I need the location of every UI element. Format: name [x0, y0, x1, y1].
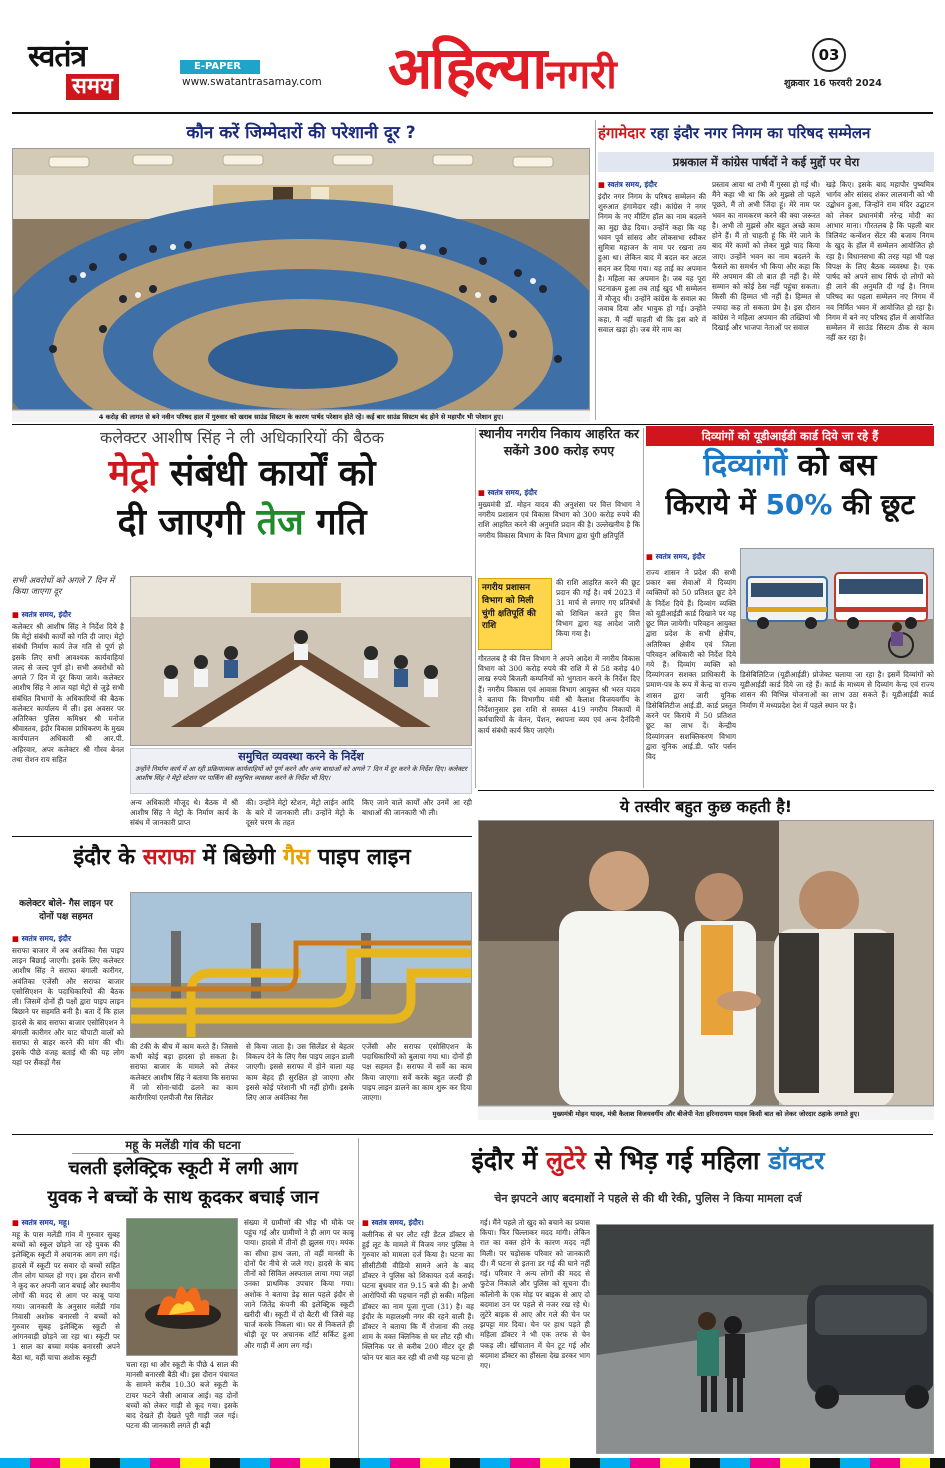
print-registration-bar — [0, 1458, 945, 1468]
headline-part: इंदौर के — [73, 845, 136, 870]
logo-top-text: स्वतंत्र — [28, 39, 87, 74]
edition-title — [388, 30, 758, 106]
headline-part-a: दी जाएगी — [117, 502, 245, 543]
headline-part-robber: लुटेरे — [546, 1146, 586, 1175]
article-text: क्लीनिक से घर लौट रही डेंटल डॉक्टर से हुई लूट के मामले में विजय नगर पुलिस ने गुरुवार को मामला दर्ज किया है। घटना का सीसीटीवी वीडियो सामने आने के बाद डॉक्टर ने पुलिस को शिकायत दर्ज कराई। घटना बुधवार रात 9.15 बजे की है। अभी आरोपियों की पहचान नहीं हो सकी। महिला डॉक्टर का नाम पूजा गुप्ता (31) है। वह इंदौर के महालक्ष्मी नगर की रहने वाली हैं। डॉक्टर ने बताया कि मैं रोजाना की तरह शाम के वक्त क्लिनिक से घर लौट रही थी। क्लिनिक पर से करीब 200 मीटर दूर ही फोन पर बात कर रही थी तभी यह घटना हो — [362, 1230, 474, 1362]
octroi-rest-text: गौरतलब है की वित्त विभाग ने अपने आदेश में नगरीय विकास विभाग को 300 करोड़ रुपये की राशि में से 58 करोड़ 40 लाख रुपये बिजली कम्पनियों को भुगतान करने के निर्देश दिए हैं। नगरीय विकास एवं आवास विभाग आयुक्त श्री भरत यादव ने बताया कि विभागीय मंत्री श्री कैलाश विजयवर्गीय के निर्देशानुसार इस राशि से समस्त 419 नगरीय निकायों में कर्मचारियों के वेतन, पेंशन, स्थापना व्यय एवं अन्य दैनंदिनी कार्य संबंधी कार्य किए जाएंगे। — [478, 654, 640, 735]
divyang-story — [646, 426, 934, 788]
edition-title-suffix: नगरी — [545, 52, 617, 98]
row-divider — [478, 790, 934, 791]
gas-col-1 — [12, 934, 124, 1130]
octroi-highlight: नगरीय प्रशासन विभाग को मिली चुंगी क्षतिपूर्ति की राशि — [478, 578, 552, 650]
doctor-headline — [362, 1136, 934, 1186]
byline: ■ स्वतंत्र समय, महू। — [12, 1218, 120, 1228]
pipeline-image — [131, 893, 472, 1038]
headline-part-c: गति — [316, 502, 367, 543]
bus-photo[interactable] — [740, 548, 934, 664]
council-photo-story — [12, 118, 590, 422]
gas-pipeline-subhead: कलेक्टर बोले- गैस लाइन पर दोनों पक्ष सहमत — [19, 899, 113, 922]
divyang-banner: दिव्यांगों को यूडीआईडी कार्ड दिये जा रहे हैं — [646, 426, 934, 446]
scooter-headline-1: चलती इलेक्ट्रिक स्कूटी में लगी आग — [68, 1158, 298, 1179]
headline-part: से भिड़ गई महिला — [594, 1146, 760, 1175]
photo-story-heading: ये तस्वीर बहुत कुछ कहती है! — [619, 797, 793, 816]
meeting-image — [131, 577, 472, 746]
column-divider — [595, 120, 596, 420]
headline-kicker: हंगामेदार — [598, 124, 646, 142]
logo-bottom-text: समय — [66, 74, 119, 100]
newspaper-logo[interactable] — [28, 40, 146, 106]
metro-story — [12, 426, 472, 834]
council-photo-caption: 4 करोड़ की लागत से बने नवीन परिषद हाल में गुरुवार को खराब साउंड सिस्टम के कारण पार्षद परेशान होते रहे। कई बार साउंड सिस्टम बंद होने से महापौर भी परेशान हुए। — [12, 410, 590, 422]
page-number: 03 — [812, 38, 846, 72]
instructions-box-text: उन्होंने निर्माण कार्य में आ रही प्रक्रियात्मक कार्यवाहियों को पूर्ण करने और अन्य बाधाओं को अगले 7 दिन में दूर करने के निर्देश दिए। कलेक्टर आशीष सिंह ने मेट्रो स्टेशन पर पार्किंग की समुचित व्यवस्था करने के निर्देश भी दिए। — [135, 765, 467, 783]
divyang-word: दिव्यांगों — [703, 448, 788, 483]
scooter-col-1 — [12, 1218, 120, 1458]
byline: ■ स्वतंत्र समय, इंदौर — [12, 934, 124, 944]
article-text: कलेक्टर श्री आशीष सिंह ने निर्देश दिये है कि मेट्रो संबंधी कार्यों को गति दी जाए। मेट्रो संबंधी निर्माण कार्य तेज गति से पूर्ण हो इसके लिए सभी आवश्यक कार्यवाहियां जल्द से जल्द पूर्ण हो। सभी अवरोधों को अगले 7 दिन में दूर किया जाये। कलेक्टर आशीष सिंह ने आज यहां मेट्रो से जुड़े सभी संबंधित विभागों के अधिकारियों की बैठक कलेक्टर कार्यालय में ली। इस अवसर पर अतिरिक्त पुलिस कमिश्नर श्री मनोज श्रीवास्तव, इंदौर विकास प्राधिकरण के मुख्य कार्यपालन अधिकारी श्री आर.पी. अहिरवार, अपर कलेक्टर श्री गौरव बेनल तथा रोशन राय सहित — [12, 622, 124, 764]
divyang-col-2: डिसेबिलिटिज (यूडीआईडी) प्रोजेक्ट चलाया जा रहा है। इसमें दिव्यांगों को यूडीआईडी कार्ड दिये जा रहे हैं। कार्ड के माध्यम से दिव्यांग केन्द्र एवं राज्य शासन की विभिन्न योजनाओं का लाभ उठा सकते हैं। यूडीआईडी कार्ड निर्माण में मध्यप्रदेश देश में पहले स्थान पर है। — [740, 670, 934, 710]
gas-pipeline-headline — [12, 840, 472, 876]
column-divider — [475, 428, 476, 788]
metro-headline-rest: संबंधी कार्यों को — [169, 453, 376, 494]
row-divider — [12, 836, 472, 837]
metro-col-4: किए जाने वाले कार्यों और उनमें आ रही बाधाओं की जानकारी भी ली। — [362, 798, 472, 818]
metro-kicker: कलेक्टर आशीष सिंह ने ली अधिकारियों की बैठक — [100, 428, 384, 447]
cctv-photo[interactable] — [596, 1224, 934, 1454]
gas-pipeline-story — [12, 840, 472, 1130]
council-photo-heading: कौन करें जिम्मेदारों की परेशानी दूर ? — [186, 123, 416, 143]
divyang-headline-line2 — [646, 486, 934, 524]
masthead-divider — [12, 112, 933, 114]
byline: ■ स्वतंत्र समय, इंदौर — [646, 552, 746, 562]
leaders-photo[interactable] — [478, 820, 934, 1106]
metro-col-1 — [12, 610, 124, 834]
gas-col-3: से किया जाता है। उस सिलेंडर से बेहतर विकल्प देने के लिए गैस पाइप लाइन डाली जाएगी। इससे सराफा में होने वाला यह काम बेहद ही सुरक्षित हो जाएगा और इससे कोई परेशानी भी नहीं होगी। इसके लिए आज अवंतिका गैस — [246, 1042, 354, 1103]
leaders-laughing-image — [479, 821, 934, 1106]
gas-pipeline-photo[interactable] — [130, 892, 472, 1038]
fire-image — [127, 1219, 238, 1356]
metro-col-3: की। उन्होंने मेट्रो स्टेशन, मेट्रो लाईन आदि के बारे में जानकारी ली। उन्होंने मेट्रो के दूसरे चरण के तहत — [246, 798, 354, 828]
scooter-headline-2: युवक ने बच्चों के साथ कूदकर बचाई जान — [47, 1187, 319, 1208]
discount-percent: 50% — [765, 488, 833, 521]
gas-col-4: एजेंसी और सराफा एसोसिएशन के पदाधिकारियों को बुलाया गया था। दोनों ही पक्ष सहमत हैं। सराफा में सर्वे का काम किया जाएगा। सर्वे करके बहुत जल्दी ही पाइप लाइन डालने का काम शुरू कर दिया जाएगा। — [362, 1042, 472, 1103]
headline-part-doctor: डॉक्टर — [768, 1146, 825, 1175]
council-hall-image — [13, 149, 590, 410]
leaders-photo-caption: मुख्यमंत्री मोहन यादव, मंत्री कैलाश विजयवर्गीय और बीजेपी नेता हरिनारायण यादव किसी बात को लेकर जोरदार ठहाके लगाते हुए। — [478, 1106, 934, 1120]
byline: ■ स्वतंत्र समय, इंदौर — [12, 610, 124, 620]
masthead — [0, 0, 945, 118]
photo-story — [478, 794, 934, 1122]
scooter-col-3: संख्या में ग्रामीणों की भीड़ भी मौके पर पहुंच गई और ग्रामीणों ने ही आग पर काबू पाया। हादसे में तीनों ही झुलस गए। मयंक का सीधा हाथ जला, तो वहीं मानसी के दोनों पैर नीचे से जले गए। हादसे के बाद तीनों को सिविल अस्पताल लाया गया जहां उनका प्राथमिक उपचार किया गया। अशोक ने बताया डेढ़ साल पहले इंदौर से जाने जितेंद्र कंपनी की इलेक्ट्रिक स्कूटी खरीदी थी। स्कूटी में दो बैटरी थी जिसे वह चार्ज करके निकला था। घर से निकलते ही थोड़ी दूर पर अचानक शॉर्ट सर्किट हुआ और गाड़ी में आग लग गई। — [244, 1218, 354, 1350]
divyang-headline-line1 — [646, 446, 934, 486]
council-col-1 — [598, 180, 706, 426]
metro-col-2: अन्य अधिकारी मौजूद थे। बैठक में श्री आशीष सिंह ने मेट्रो के निर्माण कार्य के संबंध में जानकारी प्राप्त — [130, 798, 238, 828]
metro-sidenote: सभी अवरोधों को अगले 7 दिन में किया जाएगा दूर — [12, 576, 115, 598]
divyang-col-1: राज्य शासन ने प्रदेश की सभी प्रकार बस सेवाओं में दिव्यांग व्यक्तियों को 50 प्रतिशत छूट देने के निर्देश दिये हैं। दिव्यांग व्यक्ति को यूडीआईडी कार्ड दिखाने पर यह छूट मिल जायेगी। परिवहन आयुक्त द्वारा प्रदेश के सभी क्षेत्रीय, अतिरिक्त क्षेत्रीय एवं जिला परिवहन अधिकारी को निर्देश दिये गये हैं। दिव्यांग व्यक्ति को दिव्यांगजन सशक्त प्राधिकारी के प्रमाण-पत्र के रूप में केन्द्र या राज्य शासन द्वारा जारी यूनिक डिसेबिलिटीज आई.डी. कार्ड प्रस्तुत करने पर किराये में 50 प्रतिशत छूट का लाभ दें। केन्द्रीय दिव्यांगजन सशक्तिकरण विभाग द्वारा यूनिक आई.डी. फॉर पर्सन विद — [646, 568, 736, 761]
byline: ■ स्वतंत्र समय, इंदौर — [478, 488, 640, 498]
metro-word: मेट्रो — [108, 453, 158, 494]
council-col-3: खड़े किए। इसके बाद महापौर पुष्यमित्र भार्गव और सांसद शंकर लालवानी को भी उद्बोधन हुआ, जिन्होंने राम मंदिर उद्घाटन को लेकर प्रधानमंत्री नरेन्द्र मोदी का आभार माना। गौरतलब है कि पहली बार त्रिलियंट कन्वेंशन सेंटर की बजाय निगम के खुद के हॉल में सम्मेलन आयोजित हो रहा है। विधानसभा की तरह यहां भी पक्ष विपक्ष के लिए बैठक व्यवस्था है। एक पार्षद को अपने साथ सिर्फ दो लोगों को ही लाने की अनुमति दी गई है। निगम परिषद का पहला सम्मेलन नए निगम में नव निर्मित भवन में आयोजित हो रहा है। निगम में बने नए परिषद हॉल में आयोजित सम्मेलन में साउंड सिस्टम ठीक से काम नहीं कर रहा है। — [826, 180, 934, 343]
instructions-box — [130, 748, 472, 794]
octroi-lead: मुख्यमंत्री डॉ. मोहन यादव की अनुशंसा पर वित्त विभाग ने नगरीय प्रशासन एवं विकास विभाग को 300 करोड़ रुपये की राशि आहरित करने की अनुमति प्रदान की है। उल्लेखनीय है कि नगरीय विकास विभाग के वित्त विभाग द्वारा चुंगी क्षतिपूर्ति — [478, 500, 640, 540]
scooter-fire-story — [12, 1136, 354, 1458]
metro-headline-line2 — [12, 498, 472, 548]
doctor-col-2: गई। मैंने पहले तो खुद को बचाने का प्रयास किया। फिर चिल्लाकर मदद मांगी। लेकिन रात का वक्त होने के कारण मदद नहीं मिली। पर चड़ोसक परिवार को जानकारी दी। मैं घटना से इतना डर गई की घाने नहीं गई। परिवार ने अन्य लोगों की मदद से फुटेज निकाले और पुलिस को सूचना दी। कॉलोनी के एक मोड़ पर बाइक से आए दो बदमाश उन पर पहले से नजर रख रहे थे। लुटेरे बाइक से आए और गले की चेन पर झपट्टा मार दिया। चेन पर हाथ पड़ते ही महिला डॉक्टर ने भी एक तरफ से चेन पकड़ ली। खींचातान में चेन टूट गई और बदमाश डॉक्टर का हौंसला देख डरकर भाग गए। — [480, 1218, 590, 1371]
byline: ■ स्वतंत्र समय, इंदौर — [598, 180, 706, 190]
headline-part-sarafa: सराफा — [142, 845, 195, 870]
article-text: इंदौर नगर निगम के परिषद सम्मेलन की शुरुआत हंगामेदार रही। कांग्रेस ने नगर निगम के नए मीटिंग हॉल का नाम बदलने का मुद्दा छेड़ दिया। उन्होंने कहा कि यह भवन पूर्व सांसद और लोकसभा स्पीकर सुमित्रा महाजन के नाम पर रखना तय हुआ था। लेकिन बाद में बदल कर अटल सदन कर दिया गया। यह ताई का अपमान है। महिला का अपमान है। जब यह पूरा घटनाक्रम हुआ तब ताई खुद भी सम्मेलन में मौजूद थी। उन्होंने कांग्रेस के सवाल का जवाब दिया और भावुक हो गई। उन्होंने कहा, मैं नहीं चाहती थी कि इस बारे में सवाल खड़ा हो। जब मेरे नाम का — [598, 192, 706, 334]
scooter-kicker: महू के मलेंडी गांव की घटना — [72, 1136, 294, 1154]
doctor-col-1 — [362, 1218, 474, 1458]
council-session-story — [598, 120, 934, 424]
website-url[interactable]: www.swatantrasamay.com — [182, 76, 322, 88]
row-divider — [12, 1134, 933, 1135]
issue-date: शुक्रवार 16 फरवरी 2024 — [784, 78, 882, 89]
bus-image — [741, 549, 934, 664]
council-hall-photo[interactable] — [12, 148, 590, 410]
divyang-headline-rest: को बस — [797, 448, 877, 483]
scooter-fire-photo[interactable] — [126, 1218, 238, 1356]
octroi-headline: स्थानीय नगरीय निकाय आहरित कर सकेंगे 300 करोड़ रुपए — [478, 426, 640, 458]
octroi-side-text: की राशि आहरित करने की छूट प्रदान की गई है। वर्ष 2023 में 31 मार्च से लगाए गए प्रतिबंधों को शिथिल करते हुए वित्त विभाग द्वारा यह आदेश जारी किया गया है। — [556, 578, 640, 639]
council-session-subhead: प्रश्नकाल में कांग्रेस पार्षदों ने कई मुद्दों पर घेरा — [598, 152, 934, 172]
octroi-story — [478, 426, 640, 788]
headline-part: किराये में — [665, 488, 756, 521]
row-divider — [12, 424, 933, 425]
article-text: महू के पास मलेंडी गांव में गुरुवार सुबह बच्चों को स्कूल छोड़ने जा रहे युवक की इलेक्ट्रिक स्कूटी में अचानक आग लग गई। हादसे में स्कूटी पर सवार दो बच्चों सहित तीन लोग घायल हो गए। इस दौरान सभी ने कूद कर अपनी जान बचाई और स्थानीय लोगों की मदद से आग पर काबू पाया गया। जानकारी के अनुसार मलेंडी गांव निवासी अशोक बनारसी ने बच्चों को गुरुवार सुबह इलेक्ट्रिक स्कूटी से आंगनवाड़ी छोड़ने जा रहा था। स्कूटी पर 1 साल का बच्चा मयंक बनारसी अपने बैठा था, वहीं चाचा अशोक स्कूटी — [12, 1230, 120, 1362]
cctv-image — [597, 1225, 934, 1454]
headline-text: रहा इंदौर नगर निगम का परिषद सम्मेलन — [650, 124, 871, 142]
council-col-2: प्रस्ताव आया था तभी मैं गुस्सा हो गई थी। मैंने कहा भी था कि अरे मुझसे तो पहले पूछते, मैं तो अभी जिंदा हूं। मेरे नाम पर भवन का नामकरण करने की क्या जरूरत है। अभी तो मुझसे और बहुत अच्छे काम होने हैं। मैं तो चाहती हूं कि मेरे जाने के बाद मेरे कामों को लेकर मुझे याद किया जाए। उन्होंने भवन का नाम बदलने के फैसले का समर्थन भी किया और कहा कि मेरे अपमान की तो बात ही नहीं है। मेरे सम्मान को कोई ठेस नहीं पहुंचा सकता। किसी की हिम्मत भी नहीं है। हिम्मत से ज्यादा कह तो सकता प्रेम है। इस दौरान कांग्रेस ने महिला अपमान की तख्तियां भी दिखाई और भाजपा नेताओं पर सवाल — [712, 180, 820, 333]
instructions-box-title: समुचित व्यवस्था करने के निर्देश — [238, 750, 364, 763]
column-divider — [358, 1138, 359, 1458]
edition-title-main: अहिल्या — [388, 34, 546, 102]
metro-meeting-photo[interactable] — [130, 576, 472, 746]
epaper-badge: E-PAPER — [180, 60, 260, 74]
scooter-col-2: चला रहा था और स्कूटी के पीछे 4 साल की मानसी बनारसी बैठी थी। इस दौरान पंचायत के सामने करीब 10.30 बजे स्कूटी के टायर फटने जैसी आवाज आई। वह दोनों बच्चों को लेकर गाड़ी से कूद गया। इसके बाद देखते ही देखते पूरी गाड़ी जल गई। घटना की जानकारी लगते ही बड़ी — [126, 1360, 238, 1431]
byline: ■ स्वतंत्र समय, इंदौर। — [362, 1218, 474, 1228]
headline-part: इंदौर में — [471, 1146, 538, 1175]
doctor-robbery-story — [362, 1136, 934, 1458]
headline-part: पाइप लाइन — [317, 845, 411, 870]
council-session-headline — [598, 120, 934, 146]
headline-end: की छूट — [842, 488, 915, 521]
article-text: सराफा बाजार में अब अवंतिका गैस पाइप लाइन बिछाई जाएगी। इसके लिए कलेक्टर आशीष सिंह ने सराफा बंगाली कारीगर, अवंतिका एजेंसी और सराफा बाजार एसोसिएशन के पदाधिकारियों की बैठक ली। जिसमें दोनों ही पक्षों द्वारा पाइप लाइन बिछाने पर सहमति बनी है। बता दें कि हाल हादसे के बाद सराफा बाजार एसोसिएशन ने बंगाली कारीगर और चाट चौपाटी वालों को सराफा से बाहर करने की मांग की थी। इसके पीछे वजह बताई थी की यह लोग यहां पर सैंकड़ों गैस — [12, 946, 124, 1068]
column-divider — [643, 428, 644, 788]
gas-col-2: की टंकी के बीच में काम करते हैं। जिससे कभी कोई बड़ा हादसा हो सकता है। सराफा बाजार के मामले को लेकर कलेक्टर आशीष सिंह ने बताया कि सराफा में जो सोना-चांदी ढलने का काम कारीगरियां एलपीजी गैस सिलेंडर — [130, 1042, 238, 1103]
headline-part-b: तेज — [256, 502, 304, 543]
headline-part: में बिछेगी — [202, 845, 276, 870]
headline-part-gas: गैस — [282, 845, 311, 870]
doctor-subhead: चेन झपटने आए बदमाशों ने पहले से की थी रेकी, पुलिस ने किया मामला दर्ज — [494, 1192, 802, 1205]
metro-headline-line1 — [12, 450, 472, 498]
